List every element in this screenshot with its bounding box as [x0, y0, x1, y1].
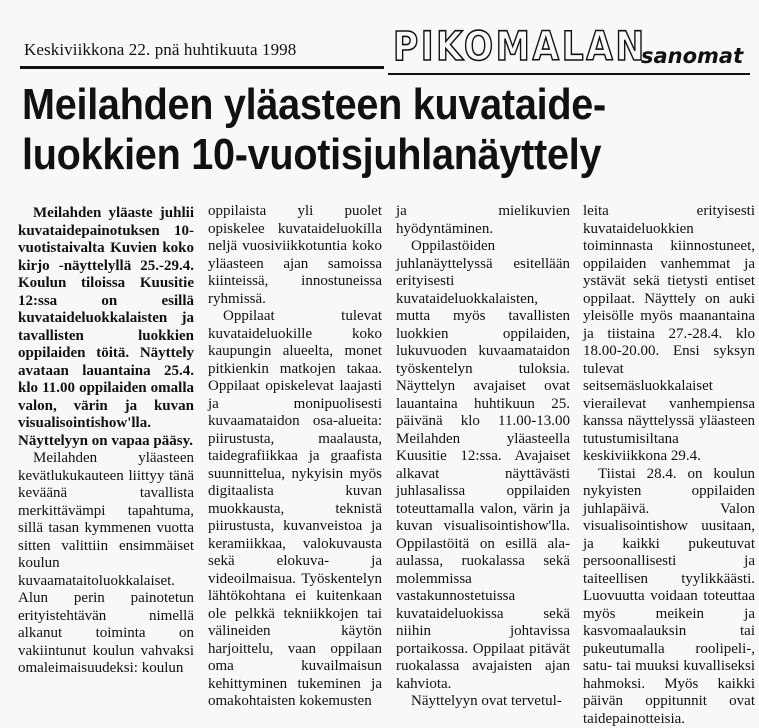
paragraph: ja mielikuvien hyödyntäminen. — [396, 203, 570, 238]
masthead-subtitle: sanomat — [641, 44, 743, 68]
paragraph: oppilaista yli puolet opiskelee kuvataideluokilla neljä vuosiviikkotuntia koko yläasteen ajan samoissa kiinteissä, innostuneissa ryhmissä. — [208, 203, 382, 308]
article-column-3 — [396, 203, 570, 588]
headline-line-1: Meilahden yläasteen kuvataide- — [22, 80, 688, 130]
article-column-1 — [18, 205, 194, 590]
article-lead: Meilahden yläaste juhlii kuvataidepainotuksen 10-vuotistaivalta Kuvien koko kirjo -näyttelyllä 25.-29.4. Koulun tiloissa Kuusitie 12:ssa on esillä kuvataideluokkalaisten ja tavallisten luokkien oppilaiden töitä. Näyttely avataan lauantaina 25.4. klo 11.00 oppilaiden omalla valon, värin ja kuvan visualisointishow'lla. Näyttelyyn on vapaa pääsy. — [18, 205, 194, 450]
article-column-4 — [583, 203, 755, 588]
headline-line-2: luokkien 10-vuotisjuhlanäyttely — [22, 130, 688, 180]
paragraph: Tiistai 28.4. on koulun nykyisten oppilaiden juhlapäivä. Valon visualisointishow uusitaan, ja kaikki pukeutuvat persoonallisesti ja taiteellisen tyylikkäästi. Luovuutta voidaan toteuttaa myös meikein ja kasvomaalauksin tai pukeutumalla roolipeli-, satu- tai muuksi kuvalliseksi hahmoksi. Myös kaikki päivän oppitunnit ovat taidepainotteisia. — [583, 466, 755, 728]
header-rule-left — [20, 66, 384, 69]
paragraph: Oppilastöiden juhlanäyttelyssä esitellään erityisesti kuvataideluokkalaisten, mutta myös tavallisten luokkien oppilaiden, lukuvuoden kuvaamataidon työskentelyn tuloksia. Näyttelyn avajaiset ovat lauantaina huhtikuun 25. päivänä klo 11.00-13.00 Meilahden yläasteella Kuusitie 12:ssa. Avajaiset alkavat näyttävästi juhlasalissa oppilaiden toteuttamalla valon, värin ja kuvan visualisointishow'lla. Oppilastöitä on esillä ala-aulassa, ruokalassa sekä molemmissa vastakunnostetuissa kuvataideluokissa sekä niihin johtavissa portaikossa. Oppilaat pitävät ruokalassa avajaisten ajan kahviota. — [396, 238, 570, 693]
article-column-2 — [208, 203, 382, 588]
paragraph: leita erityisesti kuvataideluokkien toiminnasta kiinnostuneet, oppilaiden vanhemmat ja ystävät sekä tietysti entiset oppilaat. Näyttely on auki yleisölle myös maanantaina ja tiistaina 27.-28.4. klo 18.00-20.00. Ensi syksyn tulevat seitsemäsluokkalaiset vierailevat vanhempiensa kanssa näyttelyssä yläasteen tutustumisiltana keskiviikkona 29.4. — [583, 203, 755, 466]
masthead-title: PIKOMALAN — [393, 22, 647, 72]
paragraph: Näyttelyyn ovat tervetul- — [396, 693, 570, 711]
paragraph: Meilahden yläasteen kevätlukukauteen liittyy tänä keväänä tavallista merkittävämpi tapahtuma, sillä tasan kymmenen vuotta sitten valittiin ensimmäiset koulun kuvaamataitoluokkalaiset. Alun perin painotetun erityistehtävän nimellä alkanut toiminta on vakiintunut koulun vahvaksi omaleimaisuudeksi: koulun — [18, 450, 194, 678]
header-rule-right — [388, 73, 750, 75]
dateline: Keskiviikkona 22. pnä huhtikuuta 1998 — [24, 40, 296, 60]
paragraph: Oppilaat tulevat kuvataideluokille koko kaupungin alueelta, monet pitkienkin matkojen takaa. Oppilaat opiskelevat laajasti ja monipuolisesti kuvaamataidon osa-alueita: piirustusta, maalausta, taidegrafiikkaa ja graafista suunnittelua, nykyisin myös digitaalista kuvan muokkausta, teknistä piirustusta, kuvanveistoa ja keramiikkaa, valokuvausta sekä elokuva- ja videoilmaisua. Työskentelyn lähtökohtana ei kuitenkaan ole pelkkä tekniikkojen tai välineiden käytön harjoittelu, vaan oppilaan oma kuvailmaisun kehittyminen tukeminen ja omakohtaisten kokemusten — [208, 308, 382, 711]
article-headline — [22, 80, 688, 180]
